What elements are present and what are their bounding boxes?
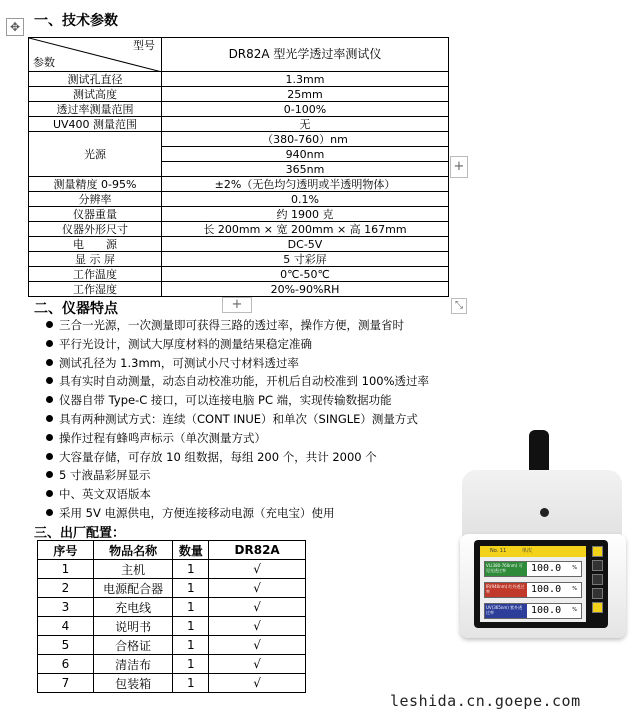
item-no: 2 [38, 579, 94, 598]
item-qty: 1 [173, 617, 209, 636]
table-row [29, 222, 449, 237]
spec-label: 显 示 屏 [29, 252, 162, 267]
item-check: √ [209, 636, 306, 655]
bullet-icon [46, 415, 53, 422]
table-row [29, 267, 449, 282]
spec-value: 0-100% [162, 102, 449, 117]
key-button [592, 602, 603, 613]
feature-text: 操作过程有蜂鸣声标示（单次测量方式） [59, 430, 266, 445]
feature-text: 采用 5V 电源供电，方便连接移动电源（充电宝）使用 [59, 505, 335, 520]
bullet-icon [46, 509, 53, 516]
table-move-handle[interactable]: ✥ [6, 18, 24, 36]
item-name: 电源配合器 [93, 579, 173, 598]
reading-tag: UV(365nm) 紫外透过率 [485, 604, 527, 618]
reading-tag: IR(940nm) 红外透过率 [485, 583, 527, 597]
reading-unit: % [572, 565, 577, 571]
table-row [29, 177, 449, 192]
table-row [29, 192, 449, 207]
item-check: √ [209, 560, 306, 579]
spec-label: 分辨率 [29, 192, 162, 207]
key-button [592, 588, 603, 599]
test-aperture [540, 508, 549, 517]
table-row [29, 132, 449, 147]
item-qty: 1 [173, 579, 209, 598]
feature-text: 具有实时自动测量，动态自动校准功能，开机后自动校准到 100%透过率 [59, 374, 430, 389]
key-button [592, 560, 603, 571]
spec-label: 透过率测量范围 [29, 102, 162, 117]
reading-ir [484, 582, 582, 598]
item-qty: 1 [173, 674, 209, 693]
screen-header-right: 单次 [521, 548, 532, 554]
feature-text: 三合一光源，一次测量即可获得三路的透过率，操作方便，测量省时 [59, 318, 404, 332]
device-screen [480, 546, 586, 622]
bullet-icon [46, 434, 53, 441]
list-item [46, 316, 429, 335]
item-check: √ [209, 617, 306, 636]
device-keys [592, 546, 604, 616]
spec-value: 约 1900 克 [162, 207, 449, 222]
table-row [29, 282, 449, 297]
spec-label: 仪器外形尺寸 [29, 222, 162, 237]
reading-value: 100.0 [531, 563, 562, 574]
item-no: 3 [38, 598, 94, 617]
item-check: √ [209, 598, 306, 617]
table-row [29, 87, 449, 102]
bullet-icon [46, 321, 53, 328]
spec-value: DC-5V [162, 237, 449, 252]
spec-value: 940nm [162, 147, 449, 162]
packing-title: 三、出厂配置： [34, 526, 126, 541]
item-no: 6 [38, 655, 94, 674]
spec-value: 1.3mm [162, 72, 449, 87]
reading-value: 100.0 [531, 584, 562, 595]
item-qty: 1 [173, 598, 209, 617]
table-row [29, 72, 449, 87]
bullet-icon [46, 377, 53, 384]
spec-value: 5 寸彩屏 [162, 252, 449, 267]
packing-table [37, 540, 306, 693]
header-param-label: 参数 [33, 56, 55, 69]
bullet-icon [46, 471, 53, 478]
reading-uv [484, 603, 582, 619]
feature-list [46, 316, 429, 523]
header-name: 物品名称 [93, 541, 173, 560]
item-name: 合格证 [93, 636, 173, 655]
screen-header [480, 546, 586, 557]
item-name: 包装箱 [93, 674, 173, 693]
table-row [38, 655, 306, 674]
feature-text: 仪器自带 Type-C 接口，可以连接电脑 PC 端，实现传输数据功能 [59, 393, 392, 408]
reading-tag: VL(380-760nm) 可见光透过率 [485, 562, 527, 576]
key-button [592, 546, 603, 557]
header-no: 序号 [38, 541, 94, 560]
bullet-icon [46, 490, 53, 497]
list-item [46, 391, 429, 410]
item-name: 主机 [93, 560, 173, 579]
item-no: 1 [38, 560, 94, 579]
spec-value: 20%-90%RH [162, 282, 449, 297]
table-header-row [38, 541, 306, 560]
add-column-button[interactable]: + [450, 156, 468, 178]
table-row [38, 598, 306, 617]
watermark: leshida.cn.goepe.com [390, 692, 581, 710]
specs-title: 一、技术参数 [34, 13, 118, 29]
reading-value: 100.0 [531, 605, 562, 616]
table-row [38, 674, 306, 693]
item-check: √ [209, 579, 306, 598]
feature-text: 中、英文双语版本 [59, 487, 151, 502]
spec-label: 电 源 [29, 237, 162, 252]
spec-value: 25mm [162, 87, 449, 102]
feature-text: 具有两种测试方式：连续（CONT INUE）和单次（SINGLE）测量方式 [59, 411, 418, 426]
list-item [46, 372, 429, 391]
table-row [38, 579, 306, 598]
bullet-icon [46, 340, 53, 347]
reading-vl [484, 561, 582, 577]
header-model: DR82A [209, 541, 306, 560]
item-name: 充电线 [93, 598, 173, 617]
item-qty: 1 [173, 655, 209, 674]
item-no: 5 [38, 636, 94, 655]
reading-unit: % [572, 586, 577, 592]
spec-value: ±2%（无色均匀透明或半透明物体） [162, 177, 449, 192]
spec-label: 测试高度 [29, 87, 162, 102]
spec-label: 工作湿度 [29, 282, 162, 297]
spec-label-light-source: 光源 [29, 132, 162, 177]
spec-value: （380-760）nm [162, 132, 449, 147]
item-name: 清洁布 [93, 655, 173, 674]
key-button [592, 574, 603, 585]
spec-label: 仪器重量 [29, 207, 162, 222]
add-row-button[interactable]: + [222, 297, 252, 313]
item-name: 说明书 [93, 617, 173, 636]
item-qty: 1 [173, 636, 209, 655]
spec-label: 工作温度 [29, 267, 162, 282]
spec-header-diagonal-cell [29, 38, 162, 72]
screen-header-left: No. 11 [490, 548, 507, 554]
spec-value: 365nm [162, 162, 449, 177]
reading-unit: % [572, 607, 577, 613]
spec-value: 0.1% [162, 192, 449, 207]
bullet-icon [46, 359, 53, 366]
features-title: 二、仪器特点 [34, 301, 118, 317]
spec-label: 测试孔直径 [29, 72, 162, 87]
list-item [46, 485, 429, 504]
spec-value: 0℃-50℃ [162, 267, 449, 282]
bullet-icon [46, 453, 53, 460]
list-item [46, 429, 429, 448]
spec-label: UV400 测量范围 [29, 117, 162, 132]
table-row [38, 617, 306, 636]
header-model-label: 型号 [133, 39, 155, 52]
table-row [29, 102, 449, 117]
feature-text: 测试孔径为 1.3mm，可测试小尺寸材料透过率 [59, 355, 299, 370]
list-item [46, 504, 429, 523]
table-row [38, 636, 306, 655]
spec-value: 长 200mm × 宽 200mm × 高 167mm [162, 222, 449, 237]
item-qty: 1 [173, 560, 209, 579]
list-item [46, 354, 429, 373]
feature-text: 5 寸液晶彩屏显示 [59, 468, 151, 483]
list-item [46, 410, 429, 429]
list-item [46, 335, 429, 354]
feature-text: 平行光设计，测试大厚度材料的测量结果稳定准确 [59, 336, 312, 351]
spec-table [28, 37, 449, 297]
list-item [46, 466, 429, 485]
table-row [29, 252, 449, 267]
model-name: DR82A 型光学透过率测试仪 [162, 38, 449, 72]
bullet-icon [46, 396, 53, 403]
resize-icon[interactable]: ⤡ [451, 298, 467, 314]
item-no: 4 [38, 617, 94, 636]
list-item [46, 448, 429, 467]
feature-text: 大容量存储，可存放 10 组数据，每组 200 个，共计 2000 个 [59, 449, 377, 464]
table-row [29, 207, 449, 222]
table-row [38, 560, 306, 579]
table-row [29, 237, 449, 252]
table-row [29, 117, 449, 132]
item-no: 7 [38, 674, 94, 693]
header-qty: 数量 [173, 541, 209, 560]
spec-label: 测量精度 0-95% [29, 177, 162, 192]
spec-value: 无 [162, 117, 449, 132]
item-check: √ [209, 674, 306, 693]
item-check: √ [209, 655, 306, 674]
